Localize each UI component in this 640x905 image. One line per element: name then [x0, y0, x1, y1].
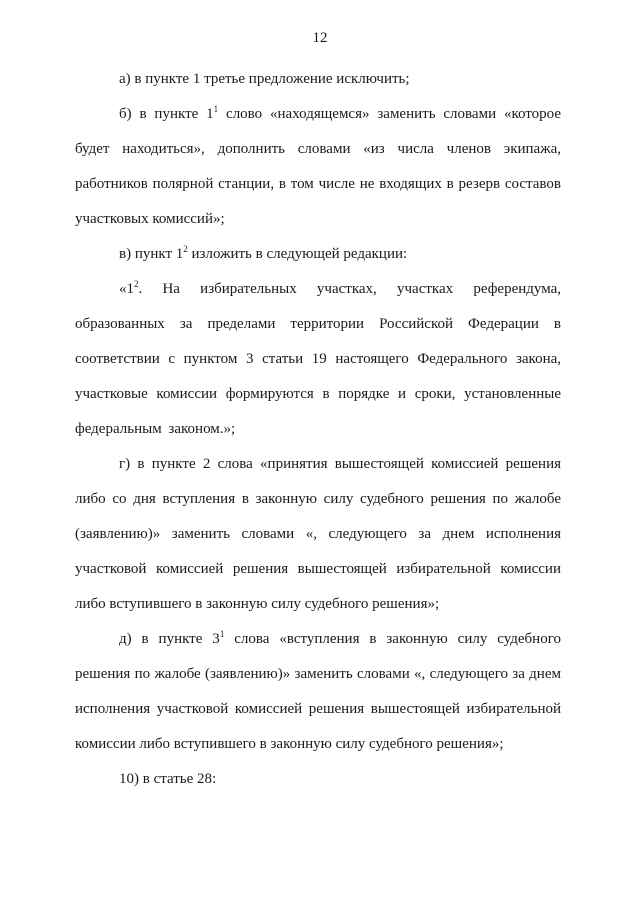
paragraph-text: изложить в следующей редакции: [187, 246, 408, 262]
page-number: 12 [312, 30, 328, 46]
superscript: 1 [219, 629, 225, 639]
paragraph-item-g [75, 447, 561, 622]
paragraph-text: а) в пункте 1 третье предложение исключить; [119, 71, 410, 87]
superscript: 2 [134, 279, 139, 289]
paragraph-text: слова «вступления в законную силу судебного решения по жалобе (заявлению)» заменить словами «, следующего за днем исполнения участковой комиссией решения вышестоящей избирательной комиссии либо вступившего в законную силу судебного решения»; [75, 631, 561, 752]
paragraph-text: слово «находящемся» заменить словами «которое будет находиться», дополнить словами «из числа членов экипажа, работников полярной станции, в том числе не входящих в резерв составов участковых комиссий»; [75, 106, 561, 227]
superscript: 1 [213, 104, 219, 114]
paragraph-item-a [75, 62, 561, 97]
paragraph-item-10 [75, 762, 561, 797]
paragraph-text: д) в пункте 3 [119, 631, 220, 647]
paragraph-text: б) в пункте 1 [119, 106, 214, 122]
paragraph-text: г) в пункте 2 слова «принятия вышестоящей комиссией решения либо со дня вступления в законную силу судебного решения по жалобе (заявлению)» заменить словами «, следующего за днем исполнения участковой комиссией решения вышестоящей избирательной комиссии либо вступившего в законную силу судебного решения»; [75, 456, 561, 612]
paragraph-item-d [75, 622, 561, 762]
paragraph-text: в) пункт 1 [119, 246, 184, 262]
superscript: 2 [183, 244, 188, 254]
paragraph-text: . На избирательных участках, участках референдума, образованных за пределами территории Российской Федерации в соответствии с пунктом 3 статьи 19 настоящего Федерального закона, участковые комиссии формируются в порядке и сроки, установленные федеральным законом.»; [75, 281, 561, 437]
paragraph-item-b [75, 97, 561, 237]
paragraph-text: 10) в статье 28: [119, 771, 217, 787]
paragraph-item-v [75, 237, 561, 272]
paragraph-quote-new-point [75, 272, 561, 447]
document-body [75, 62, 561, 797]
paragraph-text: «1 [119, 281, 134, 297]
